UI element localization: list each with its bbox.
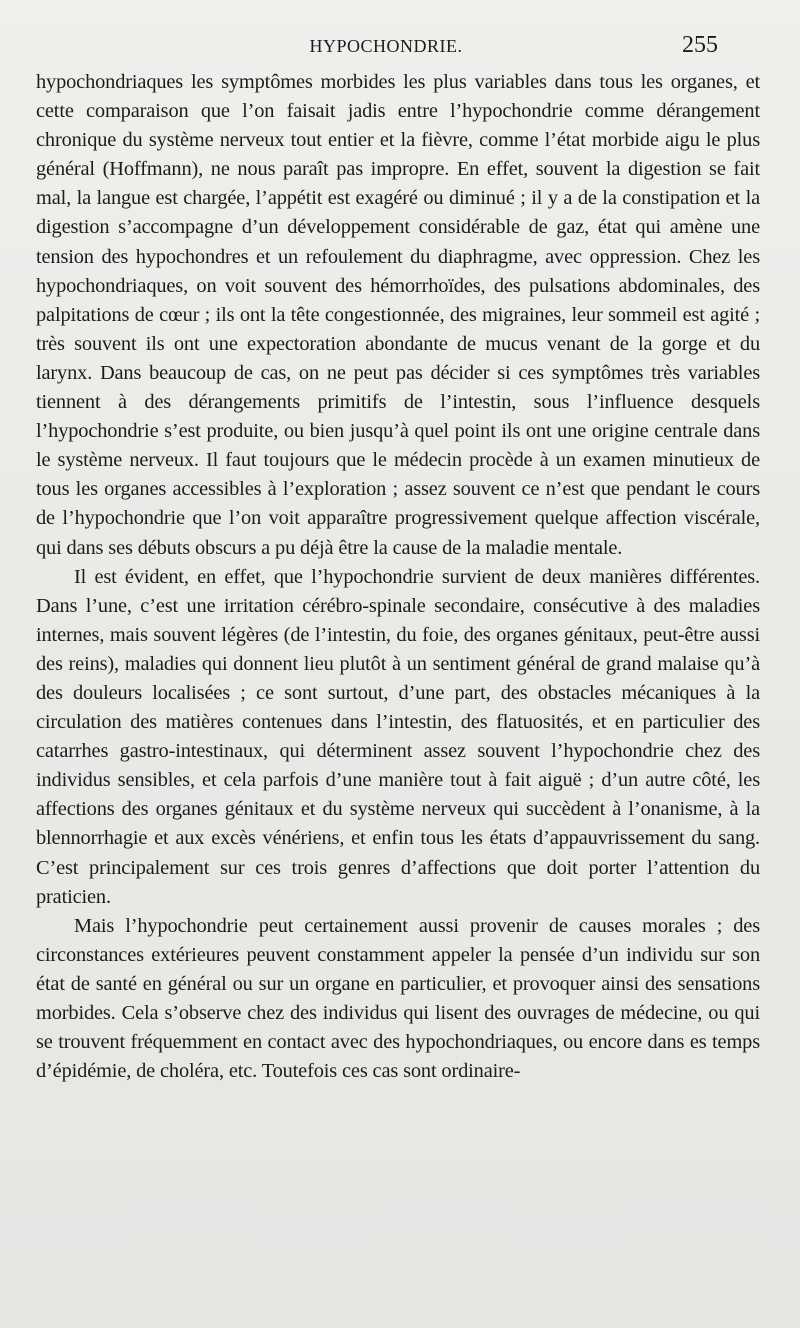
paragraph-3: Mais l’hypochondrie peut certainement aussi provenir de causes morales ; des circonstances extérieures peuvent constamment appeler la pensée d’un individu sur son état de santé en général ou sur un organe en particulier, et provoquer ainsi des sensations morbides. Cela s’observe chez des individus qui lisent des ouvrages de médecine, ou qui se trouvent fréquemment en contact avec des hypochondriaques, ou encore dans es temps d’épidémie, de choléra, etc. Toutefois ces cas sont ordinaire- <box>36 914 760 1083</box>
page-number: 255 <box>682 32 718 58</box>
paragraph-2: Il est évident, en effet, que l’hypochondrie survient de deux manières différentes. Dans l’une, c’est une irritation cérébro-spinale secondaire, consécutive à des maladies internes, mais souvent légères (de l’intestin, du foie, des organes génitaux, peut-être aussi des reins), maladies qui donnent lieu plutôt à un sentiment général de grand malaise qu’à des douleurs localisées ; ce sont surtout, d’une part, des obstacles mécaniques à la circulation des matières contenues dans l’intestin, des flatuosités, et en particulier des catarrhes gastro-intestinaux, qui déterminent assez souvent l’hypochondrie chez des individus sensibles, et cela parfois d’une manière tout à fait aiguë ; d’un autre côté, les affections des organes génitaux et du système nerveux qui succèdent à l’onanisme, à la blennorrhagie et aux excès vénériens, et enfin tous les états d’appauvrissement du sang. C’est principalement sur ces trois genres d’affections que doit porter l’attention du praticien. <box>36 565 760 908</box>
paragraph-1: hypochondriaques les symptômes morbides les plus variables dans tous les organes, et cette comparaison que l’on faisait jadis entre l’hypochondrie comme dérangement chronique du système nerveux tout entier et la fièvre, comme l’état morbide aigu le plus général (Hoffmann), ne nous paraît pas impropre. En effet, souvent la digestion se fait mal, la langue est chargée, l’appétit est exagéré ou diminué ; il y a de la constipation et la digestion s’accompagne d’un développement considérable de gaz, état qui amène une tension des hypochondres et un refoulement du diaphragme, avec oppression. Chez les hypochondriaques, on voit souvent des hémorrhoïdes, des pulsations abdominales, des palpitations de cœur ; ils ont la tête congestionnée, des migraines, leur sommeil est agité ; très souvent ils ont une expectoration abondante de mucus venant de la gorge et du larynx. Dans beaucoup de cas, on ne peut pas décider si ces symptômes très variables tiennent à des dérangements primitifs de l’intestin, sous l’influence desquels l’hypochondrie s’est produite, ou bien jusqu’à quel point ils ont une origine centrale dans le système nerveux. Il faut toujours que le médecin procède à un examen minutieux de tous les organes accessibles à l’exploration ; assez souvent ce n’est que pendant le cours de l’hypochondrie que l’on voit apparaître progressivement quelque affection viscérale, qui dans ses débuts obscurs a pu déjà être la cause de la maladie mentale. <box>36 71 760 559</box>
running-title: HYPOCHONDRIE. <box>309 36 463 56</box>
running-head <box>54 32 718 66</box>
body-text <box>36 68 760 1086</box>
